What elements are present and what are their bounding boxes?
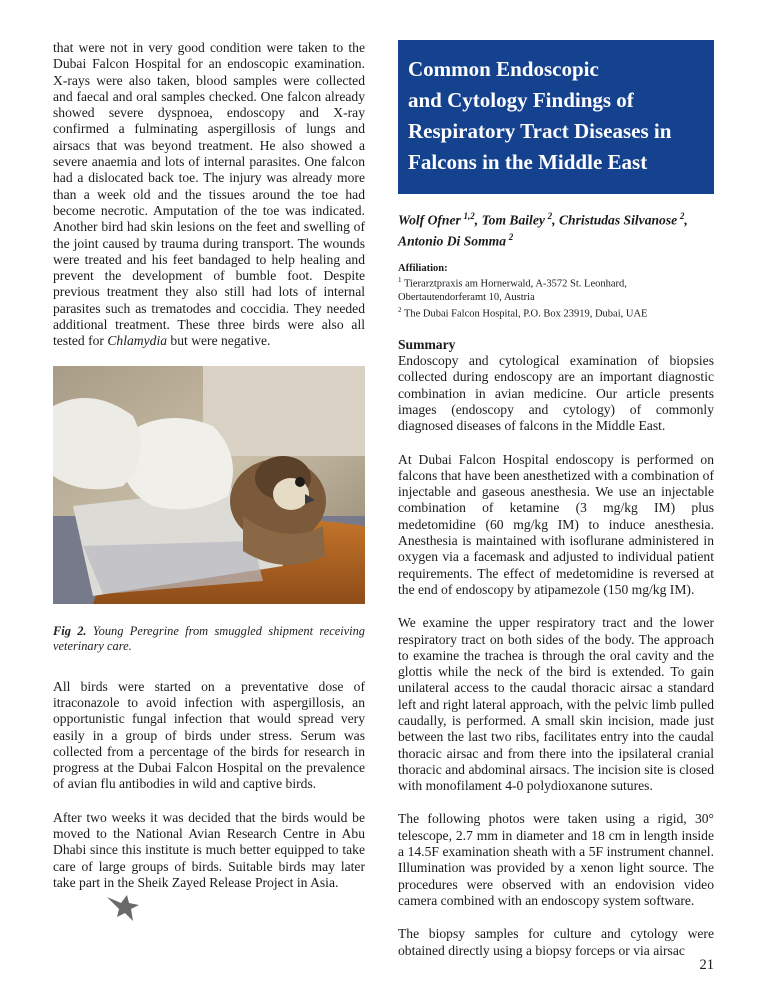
- body-paragraph-2: All birds were started on a preventative dose of itraconazole to avoid infection with aspergillosis, an opportunistic fungal infection that would spread very easily in a group of birds under stress. Serum was collected from a percentage of the birds for research in progress at the Dubai Falcon Hospital on the prevalence of avian flu antibodies in wild and captive birds.: [53, 678, 365, 792]
- body-paragraph-1: [53, 40, 365, 350]
- affil-text: Tierarztpraxis am Hornerwald, A-3572 St. Leonhard, Obertautendorferamt 10, Austria: [398, 278, 627, 303]
- body-paragraph-anesthesia: At Dubai Falcon Hospital endoscopy is performed on falcons that have been anesthetized with a combination of injectable and gaseous anesthesia. We use an injectable combination of ketamine (3 mg/kg IM) plus medetomidine (60 mg/kg IM) to induce anesthesia. Anesthesia is maintained with isoflurane administered in oxygen via a facemask and adjusted to individual patient requirements. The effect of medetomidine is reversed at the end of endoscopy by atipamezole (150 mg/kg IM).: [398, 451, 714, 597]
- article-title-line-4: Falcons in the Middle East: [408, 150, 648, 174]
- author-name: Antonio Di Somma: [398, 233, 507, 249]
- summary-heading: Summary: [398, 337, 456, 353]
- article-title-line-1: Common Endoscopic: [408, 57, 599, 81]
- article-title-line-2: and Cytology Findings of: [408, 88, 634, 112]
- author-affil-sup: 1,2: [463, 211, 475, 221]
- page-number: 21: [699, 957, 714, 973]
- body-paragraph-approach: We examine the upper respiratory tract and the lower respiratory tract on both sides of the body. The approach to examine the trachea is through the oral cavity and the glottis while the neck of the bird is extended. To gain unilateral access to the caudal thoracic airsac a standard left and right lateral approach, with the pelvic limb pulled caudally, is performed. A small skin incision, made just between the last two ribs, facilitates entry into the caudal thoracic airsac and from there into the ipsilateral cranial thoracic and abdominal airsacs. The incision site is closed with monofilament 4-0 polydioxanone sutures.: [398, 615, 714, 794]
- author-affil-sup: 2: [679, 211, 685, 221]
- affiliation-1: [398, 274, 714, 304]
- article-title-line-3: Respiratory Tract Diseases in: [408, 119, 672, 143]
- caption-label: Fig 2.: [53, 623, 87, 638]
- affil-sup: 1: [398, 276, 402, 285]
- affil-text: The Dubai Falcon Hospital, P.O. Box 23919, Dubai, UAE: [403, 308, 648, 320]
- para1-italic: Chlamydia: [107, 333, 168, 349]
- falcon-silhouette-icon: [103, 891, 143, 925]
- author-affil-sup: 2: [547, 211, 553, 221]
- article-title-box: [398, 40, 714, 194]
- affil-sup: 2: [398, 305, 402, 314]
- para1-text: that were not in very good condition were taken to the Dubai Falcon Hospital for an endoscopic examination. X-rays were also taken, blood samples were collected and faecal and oral samples checked. One falcon already showed severe dyspnoea, endoscopy and X-ray confirmed a fulminating aspergillosis of lungs and airsacs that was beyond treatment. He also showed a severe anaemia and lots of internal parasites. One falcon had a dislocated back toe. The injury was already more than a week old and the tissues around the toe had become necrotic. Amputation of the toe was indicated. Another bird had skin lesions on the feet and swelling of the joint caused by trauma during transport. The wounds were treated and his feet bandaged to help healing and prevent the development of bumble foot. Despite previous treatment they also still had lots of internal parasites such as trematodes and coccidia. They needed additional treatment. These three birds were also all tested for: [53, 40, 365, 349]
- left-column: [53, 40, 365, 930]
- caption-text: Young Peregrine from smuggled shipment receiving veterinary care.: [53, 623, 366, 653]
- author-list: Wolf Ofner $^{1,2}$, Tom Bailey $^2$, Christudas Silvanose $^2$, Antonio Di Somma $^2$: [398, 211, 688, 249]
- body-paragraph-photos: The following photos were taken using a rigid, 30° telescope, 2.7 mm in diameter and 18 cm in length inside a 14.5F examination sheath with a 5F instrument channel. Illumination was provided by a xenon light source. The procedures were observed with an endovision video camera combined with an endoscopy system software.: [398, 811, 714, 908]
- affiliation-heading: Affiliation:: [398, 263, 448, 275]
- right-column: [398, 40, 714, 959]
- body-paragraph-biopsy: The biopsy samples for culture and cytology were obtained directly using a biopsy forceps or via airsac: [398, 926, 714, 958]
- author-affil-sup: 2: [508, 231, 514, 242]
- summary-text: Endoscopy and cytological examination of biopsies collected during endoscopy are an important diagnostic combination in avian medicine. Our article presents images (endoscopy and cytology) of commonly diagnosed diseases of falcons in the Middle East.: [398, 353, 714, 434]
- affiliation-2: [398, 304, 714, 321]
- author-name: Christudas Silvanose: [558, 212, 678, 228]
- body-paragraph-3: After two weeks it was decided that the birds would be moved to the National Avian Research Centre in Abu Dhabi since this institute is much better equipped to take care of large groups of birds. Suitable birds may later take part in the Sheik Zayed Release Project in Asia.: [53, 809, 365, 890]
- falcon-photo: [53, 366, 365, 604]
- author-name: Tom Bailey: [481, 212, 545, 228]
- para1-text-end: but were negative.: [167, 333, 271, 349]
- author-name: Wolf Ofner: [398, 212, 461, 228]
- figure-caption: [53, 624, 365, 654]
- falcon-photo-image: [53, 366, 365, 604]
